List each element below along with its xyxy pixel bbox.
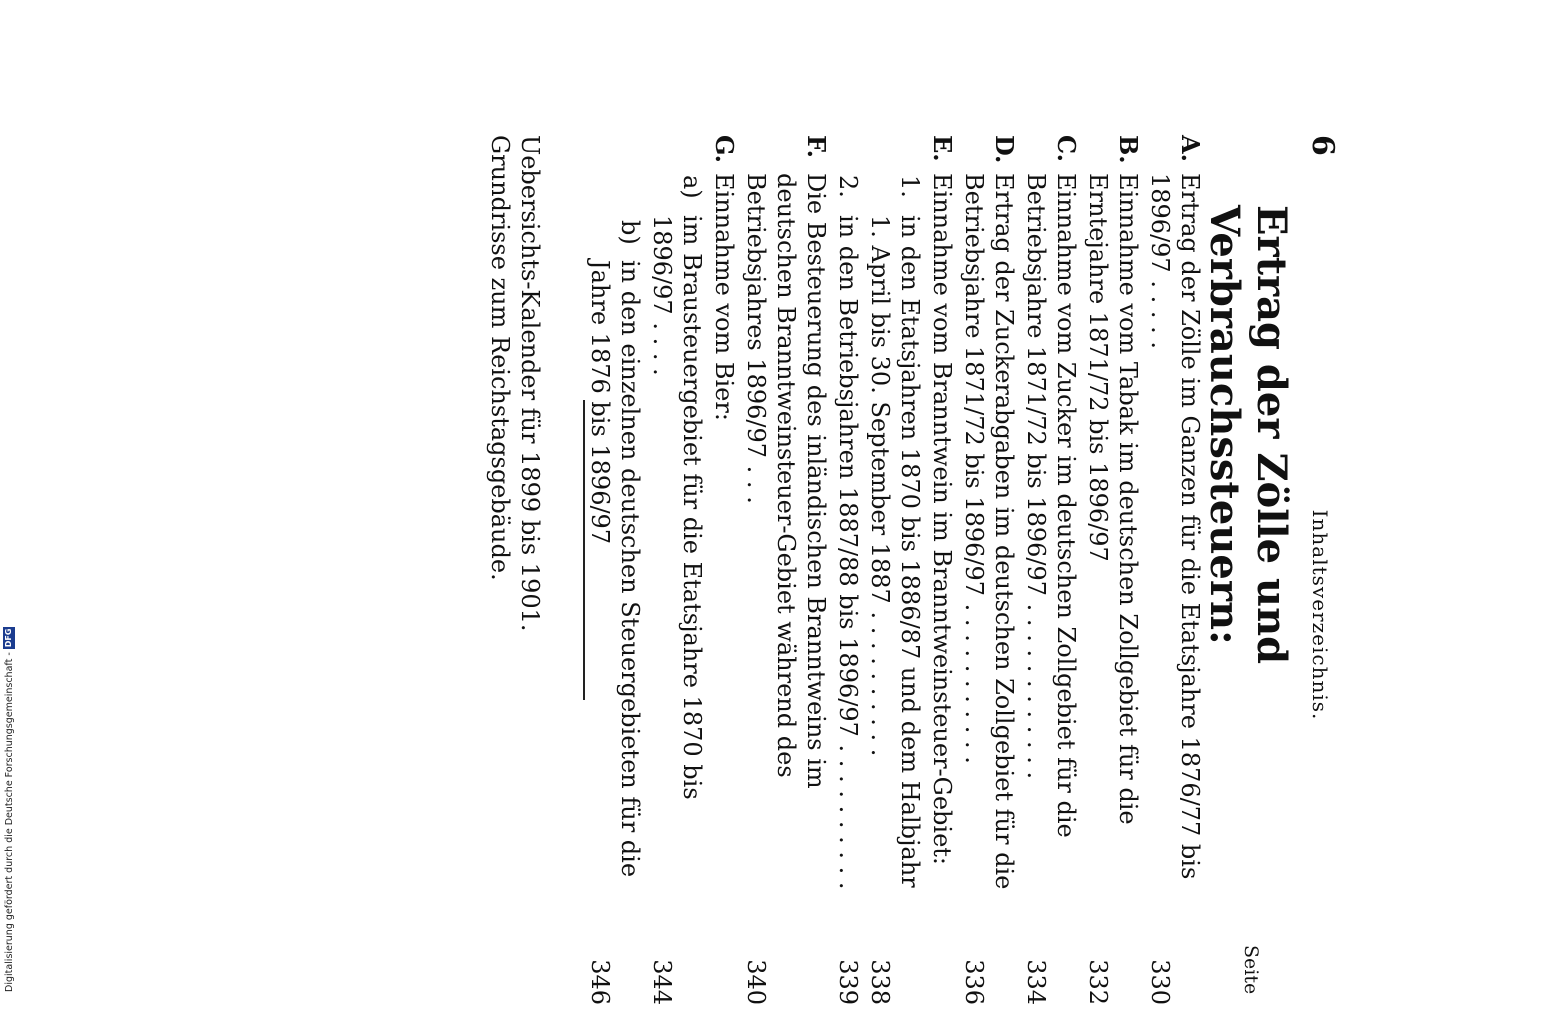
entry-page: 344 (648, 959, 676, 1005)
subentry-text: in den Betriebsjahren 1887/88 bis 1896/97 . . . . . . . . . . (834, 215, 862, 890)
entry-text: Einnahme vom Zucker im deutschen Zollgebiet für die Betriebsjahre 1871/72 bis 1896/97 . . . . . . . . . . . . (1022, 173, 1080, 838)
entry-text: Ertrag der Zuckerabgaben im deutschen Zollgebiet für die Betriebsjahre 1871/72 bis 1896/97 . . . . . . . . . . . (960, 173, 1018, 890)
toc-entry-d (959, 135, 1019, 1015)
entry-text: Einnahme vom Branntwein im Branntweinsteuer-Gebiet: (928, 173, 956, 866)
toc-entry-b (1083, 135, 1143, 1015)
entry-letter: G. (710, 135, 739, 163)
toc-entry-a (1145, 135, 1205, 1015)
entry-page: 346 (586, 959, 614, 1005)
entry-text: Die Besteuerung des inländischen Branntweins im deutschen Branntweinsteuer-Gebiet während des Betriebsjahres 1896/97 . . . (742, 173, 830, 789)
dfg-logo-icon: DFG (4, 628, 13, 648)
page-number: 6 (1305, 135, 1340, 156)
entry-text: Einnahme vom Bier: (710, 173, 738, 421)
entry-page: 334 (1022, 959, 1050, 1005)
entry-letter: A. (1176, 135, 1205, 162)
subentry-number: 1. (896, 175, 924, 198)
entry-letter: D. (990, 135, 1019, 164)
digitization-credit (2, 602, 16, 992)
subentry-number: 2. (834, 175, 862, 198)
entry-page: 332 (1084, 959, 1112, 1005)
back-matter (485, 135, 545, 1015)
toc-subentry-e2 (833, 135, 863, 1015)
running-head: Inhaltsverzeichnis. (1308, 509, 1332, 721)
entry-letter: B. (1114, 135, 1143, 164)
entry-page: 340 (742, 959, 770, 1005)
table-of-contents (583, 135, 1205, 1015)
rotated-page (240, 135, 1340, 1015)
subentry-text: in den Etatsjahren 1870 bis 1886/87 und dem Halbjahr 1. April bis 30. September 1887 . . . . . . . . . . (866, 215, 924, 888)
back-matter-item: Uebersichts-Kalender für 1899 bis 1901. (516, 135, 544, 632)
entry-letter: F. (802, 135, 831, 158)
entry-page: 338 (866, 959, 894, 1005)
toc-entry-g (709, 135, 739, 1015)
toc-subentry-e1 (865, 135, 925, 1015)
section-divider (583, 400, 585, 700)
toc-entry-f (741, 135, 831, 1015)
entry-page: 330 (1146, 959, 1174, 1005)
toc-subentry-gb (585, 135, 645, 1015)
subentry-text: in den einzelnen deutschen Steuergebieten für die Jahre 1876 bis 1896/97 (586, 260, 644, 878)
subentry-text: im Brausteuergebiet für die Etatsjahre 1870 bis 1896/97 . . . . (648, 215, 706, 800)
toc-entry-c (1021, 135, 1081, 1015)
toc-entry-e (927, 135, 957, 1015)
entry-letter: C. (1052, 135, 1081, 163)
subentry-number: a) (678, 175, 706, 199)
entry-page: 336 (960, 959, 988, 1005)
page-column-label: Seite (1240, 945, 1262, 995)
credit-text: Digitalisierung gefördert durch die Deutsche Forschungsgemeinschaft - (3, 652, 15, 992)
toc-subentry-ga (647, 135, 707, 1015)
entry-text: Ertrag der Zölle im Ganzen für die Etatsjahre 1876/77 bis 1896/97 . . . . . (1146, 173, 1204, 880)
back-matter-item: Grundrisse zum Reichstagsgebäude. (486, 135, 514, 581)
section-title: Ertrag der Zölle und Verbrauchssteuern: (1201, 205, 1295, 665)
entry-letter: E. (928, 135, 957, 162)
entry-page: 339 (834, 959, 862, 1005)
entry-text: Einnahme vom Tabak im deutschen Zollgebiet für die Erntejahre 1871/72 bis 1896/97 (1084, 173, 1142, 825)
subentry-number: b) (616, 220, 644, 245)
